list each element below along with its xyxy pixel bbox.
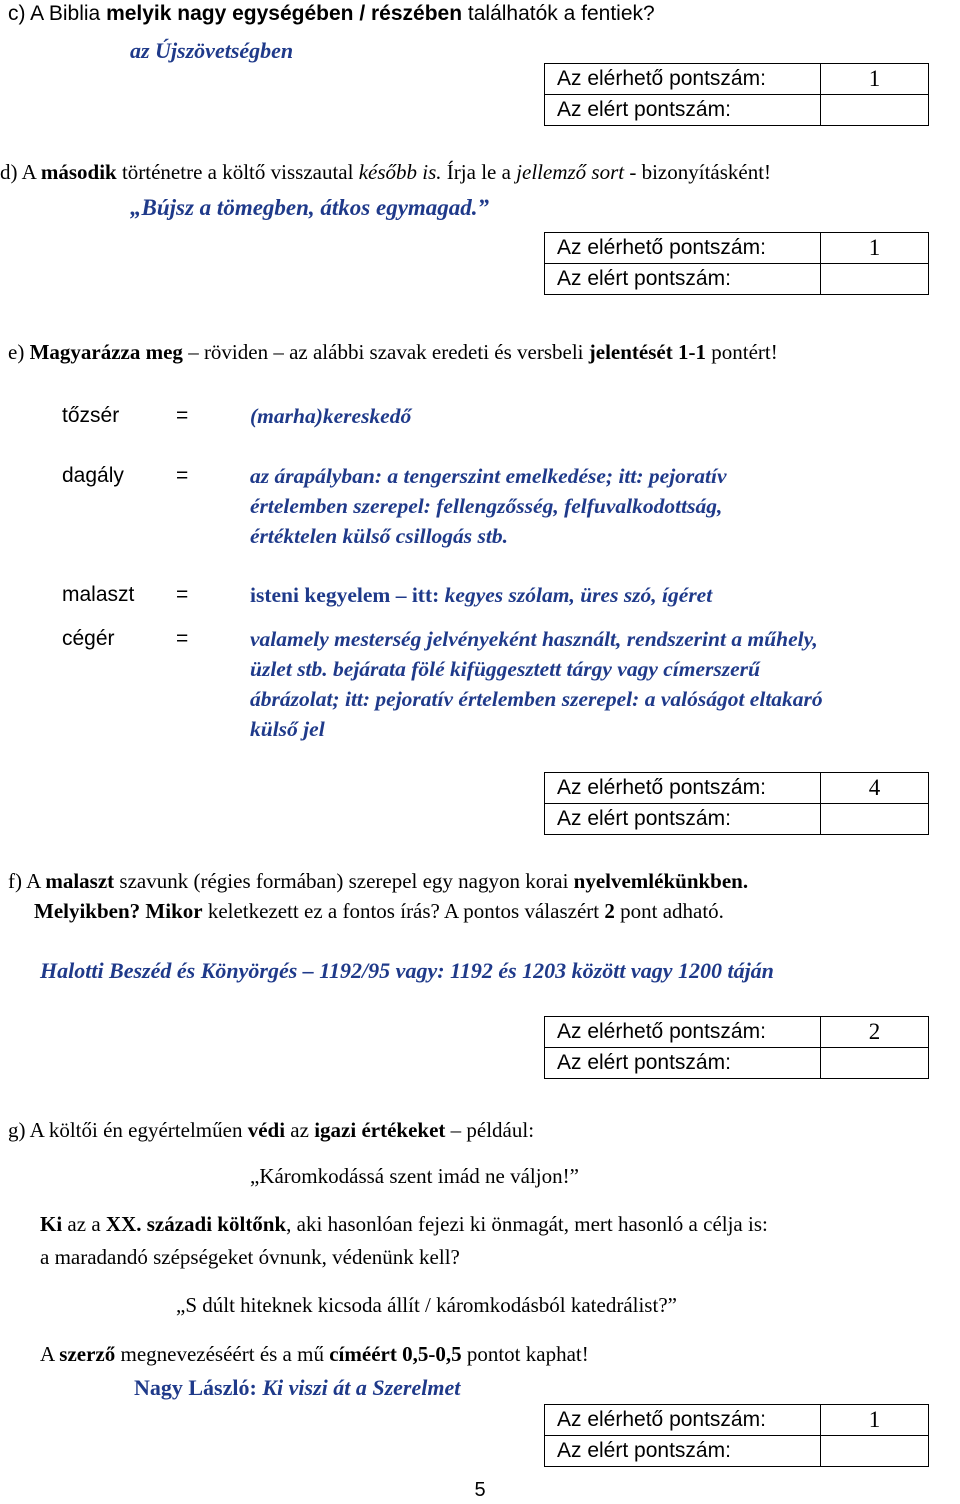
question-f-line2: Melyikben? Mikor keletkezett ez a fontos írás? A pontos válaszért 2 pont adható. [34, 899, 724, 923]
quote-1: „Káromkodássá szent imád ne váljon!” [250, 1164, 579, 1188]
question-e: e) Magyarázza meg – röviden – az alábbi szavak eredeti és versbeli jelentését 1-1 pontért! [8, 340, 778, 364]
available-label: Az elérhető pontszám: [545, 773, 821, 804]
achieved-value [821, 95, 929, 126]
definition-dagaly: az árapályban: a tengerszint emelkedése; itt: pejoratív értelemben szerepel: fellengzősség, felfuvalkodottság, értéktelen külső csillogás stb. [250, 464, 727, 548]
question-g: g) A költői én egyértelműen védi az igazi értékeket – például: [8, 1118, 535, 1142]
achieved-label: Az elért pontszám: [545, 1048, 821, 1079]
available-label: Az elérhető pontszám: [545, 1017, 821, 1048]
available-label: Az elérhető pontszám: [545, 64, 821, 95]
available-value: 1 [821, 233, 929, 264]
achieved-value [821, 264, 929, 295]
question-g-line2: Ki az a XX. századi költőnk, aki hasonlóan fejezi ki önmagát, mert hasonló a célja is: [40, 1212, 768, 1236]
score-table-c [544, 63, 929, 126]
score-table-g [544, 1404, 929, 1467]
definition-malaszt: isteni kegyelem – itt: kegyes szólam, üres szó, ígéret [250, 583, 713, 607]
available-value: 2 [821, 1017, 929, 1048]
achieved-value [821, 1436, 929, 1467]
achieved-value [821, 804, 929, 835]
equals-sign: = [176, 464, 189, 487]
achieved-label: Az elért pontszám: [545, 1436, 821, 1467]
question-c: c) A Biblia melyik nagy egységében / részében találhatók a fentiek? [8, 2, 655, 25]
word-dagaly: dagály [62, 464, 124, 487]
definition-tozser: (marha)kereskedő [250, 404, 412, 428]
answer-f: Halotti Beszéd és Könyörgés – 1192/95 vagy: 1192 és 1203 között vagy 1200 táján [40, 958, 774, 983]
answer-g: Nagy László: Ki viszi át a Szerelmet [134, 1375, 461, 1400]
answer-c: az Újszövetségben [130, 38, 294, 63]
achieved-value [821, 1048, 929, 1079]
word-malaszt: malaszt [62, 583, 135, 606]
page-number: 5 [474, 1479, 486, 1501]
equals-sign: = [176, 583, 189, 606]
available-value: 1 [821, 1405, 929, 1436]
word-ceger: cégér [62, 627, 115, 650]
equals-sign: = [176, 627, 189, 650]
available-label: Az elérhető pontszám: [545, 233, 821, 264]
achieved-label: Az elért pontszám: [545, 264, 821, 295]
available-label: Az elérhető pontszám: [545, 1405, 821, 1436]
answer-d: „Bújsz a tömegben, átkos egymagad.” [130, 195, 490, 220]
achieved-label: Az elért pontszám: [545, 95, 821, 126]
question-g-line3: a maradandó szépségeket óvnunk, védenünk kell? [40, 1245, 460, 1269]
available-value: 1 [821, 64, 929, 95]
available-value: 4 [821, 773, 929, 804]
equals-sign: = [176, 404, 189, 427]
score-table-d [544, 232, 929, 295]
question-g-points: A szerző megnevezéséért és a mű címéért 0,5-0,5 pontot kaphat! [40, 1342, 589, 1366]
score-table-e [544, 772, 929, 835]
score-table-f [544, 1016, 929, 1079]
achieved-label: Az elért pontszám: [545, 804, 821, 835]
question-d: d) A második történetre a költő visszautal később is. Írja le a jellemző sort - bizonyításként! [0, 160, 772, 184]
word-tozser: tőzsér [62, 404, 120, 427]
question-f-line1: f) A malaszt szavunk (régies formában) szerepel egy nagyon korai nyelvemlékünkben. [8, 869, 749, 893]
quote-2: „S dúlt hiteknek kicsoda állít / káromkodásból katedrálist?” [176, 1293, 677, 1317]
definition-ceger: valamely mesterség jelvényeként használt, rendszerint a műhely, üzlet stb. bejárata fölé kifüggesztett tárgy vagy címerszerű ábrázolat; itt: pejoratív értelemben szerepel: a valóságot eltakaró külső jel [250, 627, 823, 741]
